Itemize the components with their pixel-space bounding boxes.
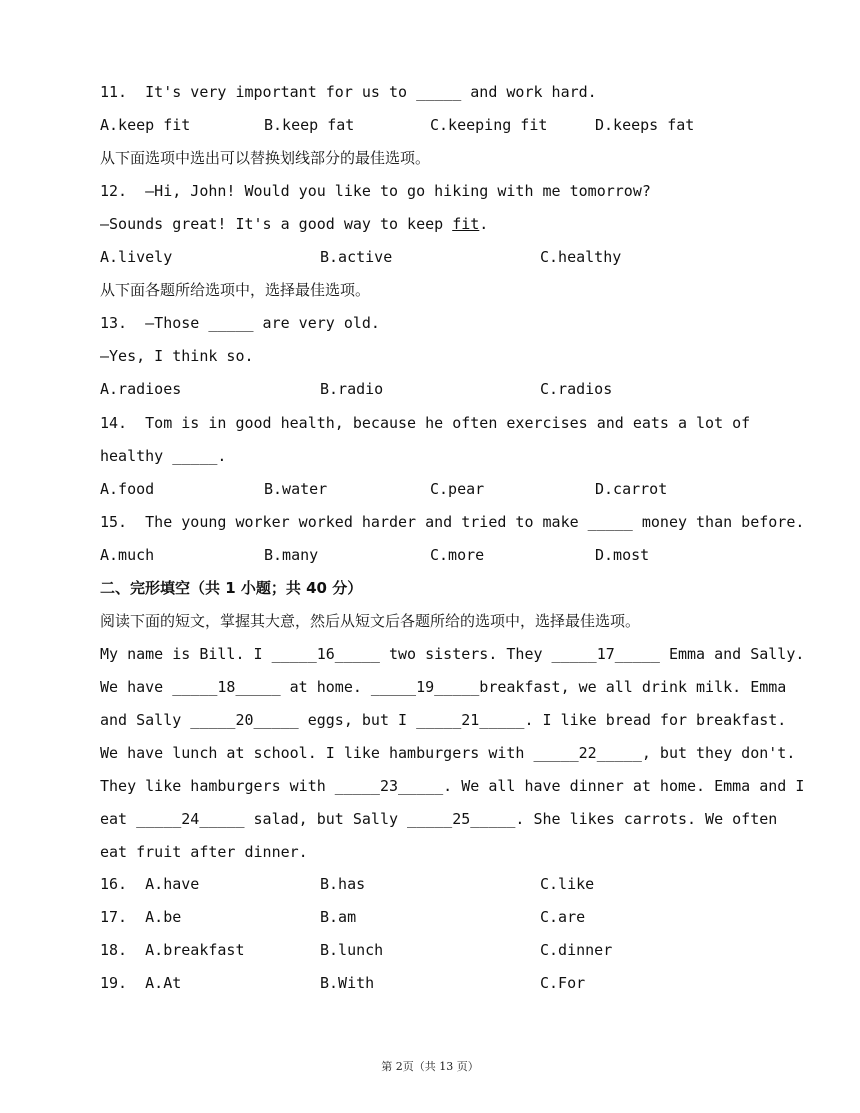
passage-line-6: eat _____24_____ salad, but Sally _____25_____. She likes carrots. We often <box>100 810 778 828</box>
item-16-c: C.like <box>540 875 595 893</box>
item-17-b: B.am <box>320 908 357 926</box>
item-19-a: 19. A.At <box>100 974 182 992</box>
instruction-choose: 从下面各题所给选项中，选择最佳选项。 <box>100 281 371 299</box>
q14-option-c: C.pear <box>430 480 485 498</box>
passage-line-3: and Sally _____20_____ eggs, but I _____21_____. I like bread for breakfast. <box>100 711 787 729</box>
passage-line-5: They like hamburgers with _____23_____. We all have dinner at home. Emma and I <box>100 777 805 795</box>
q15-option-c: C.more <box>430 546 485 564</box>
item-17-c: C.are <box>540 908 586 926</box>
q11-option-a: A.keep fit <box>100 116 191 134</box>
q13-line2: —Yes, I think so. <box>100 347 254 365</box>
q14-option-a: A.food <box>100 480 155 498</box>
passage-line-1: My name is Bill. I _____16_____ two sisters. They _____17_____ Emma and Sally. <box>100 645 805 663</box>
q11-text: 11. It's very important for us to _____ and work hard. <box>100 83 597 101</box>
q13-option-a: A.radioes <box>100 380 182 398</box>
item-19-b: B.With <box>320 974 375 992</box>
item-18-a: 18. A.breakfast <box>100 941 245 959</box>
q12-underlined-word: fit <box>452 215 480 233</box>
q11-option-b: B.keep fat <box>264 116 355 134</box>
q15-option-a: A.much <box>100 546 155 564</box>
page-footer: 第 2页（共 13 页） <box>381 1060 479 1073</box>
passage-line-7: eat fruit after dinner. <box>100 843 308 861</box>
item-19-c: C.For <box>540 974 586 992</box>
q14-option-b: B.water <box>264 480 328 498</box>
q12-line2-post: . <box>479 215 489 233</box>
q15-option-b: B.many <box>264 546 319 564</box>
q11-option-d: D.keeps fat <box>595 116 695 134</box>
q12-option-c: C.healthy <box>540 248 622 266</box>
q13-line1: 13. —Those _____ are very old. <box>100 314 380 332</box>
item-17-a: 17. A.be <box>100 908 182 926</box>
q14-line2: healthy _____. <box>100 447 227 465</box>
instruction-replace: 从下面选项中选出可以替换划线部分的最佳选项。 <box>100 149 431 167</box>
item-18-c: C.dinner <box>540 941 613 959</box>
section2-heading: 二、完形填空（共 1 小题；共 40 分） <box>100 579 363 597</box>
passage-line-4: We have lunch at school. I like hamburgers with _____22_____, but they don't. <box>100 744 796 762</box>
q12-option-a: A.lively <box>100 248 173 266</box>
q13-option-c: C.radios <box>540 380 613 398</box>
passage-line-2: We have _____18_____ at home. _____19_____breakfast, we all drink milk. Emma <box>100 678 787 696</box>
q15-text: 15. The young worker worked harder and tried to make _____ money than before. <box>100 513 805 531</box>
q11-option-c: C.keeping fit <box>430 116 548 134</box>
q12-line2-pre: —Sounds great! It's a good way to keep <box>100 215 453 233</box>
section2-instruction: 阅读下面的短文，掌握其大意，然后从短文后各题所给的选项中，选择最佳选项。 <box>100 612 641 630</box>
q12-line2 <box>100 214 488 234</box>
item-16-b: B.has <box>320 875 366 893</box>
q12-option-b: B.active <box>320 248 393 266</box>
q12-line1: 12. —Hi, John! Would you like to go hiking with me tomorrow? <box>100 182 651 200</box>
q14-line1: 14. Tom is in good health, because he often exercises and eats a lot of <box>100 414 751 432</box>
q13-option-b: B.radio <box>320 380 384 398</box>
q15-option-d: D.most <box>595 546 650 564</box>
item-16-a: 16. A.have <box>100 875 200 893</box>
item-18-b: B.lunch <box>320 941 384 959</box>
q14-option-d: D.carrot <box>595 480 668 498</box>
